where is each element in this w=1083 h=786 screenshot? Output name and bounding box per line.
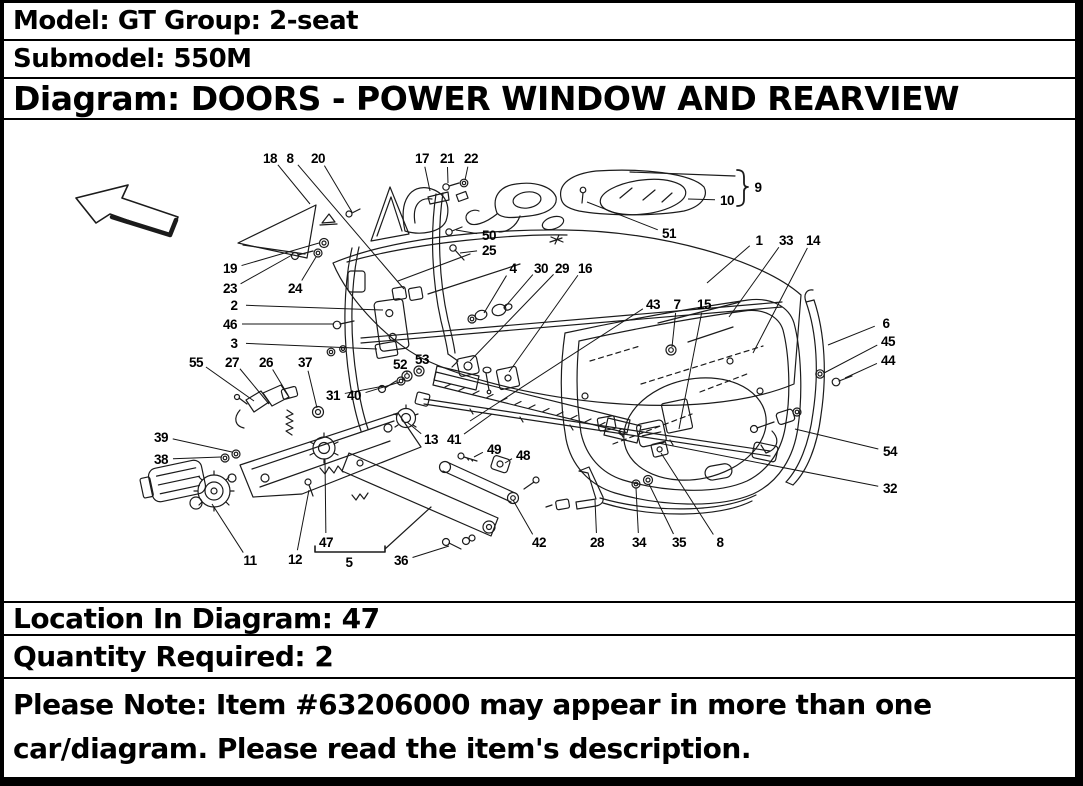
callout-leader-18: [278, 165, 310, 204]
quarter-glass: [238, 205, 316, 258]
rear-trim-rail: [786, 290, 824, 485]
callout-number-15: 15: [696, 297, 712, 312]
callout-number-8: 8: [286, 151, 294, 166]
callout-number-44: 44: [880, 353, 896, 368]
parts-diagram: [4, 120, 1075, 601]
window-guide-channel: [428, 192, 458, 367]
callout-leader-42: [513, 500, 533, 534]
callout-leader-45: [824, 345, 877, 373]
callout-leader-24: [302, 257, 316, 281]
callout-leader-23: [241, 255, 292, 284]
callout-number-18: 18: [262, 151, 278, 166]
callout-number-42: 42: [531, 535, 547, 550]
callout-number-9: 9: [754, 180, 762, 195]
callout-leader-25: [460, 251, 477, 253]
callout-leader-6: [828, 326, 875, 345]
callout-number-11: 11: [243, 553, 257, 568]
callout-number-48: 48: [515, 448, 531, 463]
callout-leader-38: [173, 457, 221, 459]
callout-leader-39: [173, 439, 232, 452]
callout-number-17: 17: [414, 151, 430, 166]
callout-number-49: 49: [486, 442, 502, 457]
callout-leader-7: [672, 313, 676, 347]
diagram-title-row: [4, 79, 1075, 120]
callout-leader-27: [240, 369, 269, 404]
callout-leader-21: [447, 167, 448, 183]
callout-number-16: 16: [577, 261, 593, 276]
model-row: [4, 3, 1075, 41]
mirror-sail: [320, 187, 448, 241]
callout-number-23: 23: [222, 281, 238, 296]
callout-leader-55: [206, 367, 254, 401]
callout-leader-10: [688, 199, 715, 200]
callout-leader-29: [470, 274, 554, 361]
callout-number-8: 8: [716, 535, 724, 550]
callout-leader-51: [587, 202, 658, 230]
callout-number-27: 27: [224, 355, 240, 370]
callout-leader-2: [246, 305, 383, 310]
callout-leader-3: [246, 343, 377, 349]
callout-number-3: 3: [230, 336, 238, 351]
direction-arrow-icon: [76, 185, 178, 236]
submodel-row: [4, 41, 1075, 79]
callout-number-43: 43: [645, 297, 661, 312]
callout-leader-26: [273, 369, 288, 395]
note-line-2: car/diagram. Please read the item's description.: [13, 732, 751, 765]
callout-number-14: 14: [805, 233, 821, 248]
callout-number-24: 24: [287, 281, 303, 296]
callout-number-4: 4: [509, 261, 517, 276]
callout-number-33: 33: [778, 233, 794, 248]
diagram-title-text: Diagram: DOORS - POWER WINDOW AND REARVIEW: [13, 79, 959, 118]
callout-number-7: 7: [673, 297, 681, 312]
callout-leader-1: [707, 246, 750, 283]
callout-number-50: 50: [481, 228, 497, 243]
callout-number-52: 52: [392, 357, 408, 372]
callout-number-32: 32: [882, 481, 898, 496]
callout-leader-12: [297, 490, 309, 550]
callout-number-34: 34: [631, 535, 647, 550]
callout-number-55: 55: [188, 355, 204, 370]
quantity-text: Quantity Required: 2: [13, 640, 334, 673]
quantity-row: [4, 636, 1075, 679]
callout-number-25: 25: [481, 243, 497, 258]
hidden-edge-lines: [590, 346, 763, 444]
submodel-text: Submodel: 550M: [13, 44, 252, 74]
door-front-pillar: [345, 247, 368, 431]
callout-number-36: 36: [393, 553, 409, 568]
note-row: [4, 679, 1075, 777]
callout-number-46: 46: [222, 317, 238, 332]
callout-leader-41: [464, 414, 492, 434]
callout-number-10: 10: [719, 193, 735, 208]
callout-leader-49: [474, 452, 483, 457]
callout-leader-37: [308, 371, 317, 408]
callout-number-35: 35: [671, 535, 687, 550]
callout-leader-30: [504, 275, 533, 308]
location-text: Location In Diagram: 47: [13, 603, 380, 635]
linkage-cluster: [235, 385, 324, 435]
callout-number-2: 2: [230, 298, 238, 313]
callout-number-12: 12: [287, 552, 303, 567]
callout-leader-8: [298, 165, 404, 289]
callout-number-53: 53: [414, 352, 430, 367]
callout-number-47: 47: [318, 535, 334, 550]
window-motor: [138, 459, 236, 511]
door-panel: [561, 299, 800, 514]
callout-leader-44: [845, 363, 877, 378]
callout-leader-20: [324, 166, 352, 212]
callout-number-38: 38: [153, 452, 169, 467]
callout-leader-28: [595, 500, 596, 533]
latch-cluster: [636, 408, 801, 457]
diagram-area: [4, 120, 1075, 603]
callout-leader-8: [661, 453, 713, 534]
door-sill: [361, 302, 782, 343]
location-row: [4, 603, 1075, 636]
callout-leader-4: [484, 276, 506, 313]
mirror-glass: [561, 170, 706, 219]
callout-number-54: 54: [882, 444, 898, 459]
callout-leader-14: [753, 248, 807, 353]
callout-number-30: 30: [533, 261, 549, 276]
callout-number-45: 45: [880, 334, 896, 349]
callout-number-51: 51: [661, 226, 677, 241]
callout-number-13: 13: [423, 432, 439, 447]
callout-number-29: 29: [554, 261, 570, 276]
callout-number-40: 40: [346, 388, 362, 403]
callout-number-6: 6: [882, 316, 890, 331]
callout-leader-47: [325, 459, 326, 533]
callout-number-26: 26: [258, 355, 274, 370]
model-text: Model: GT Group: 2-seat: [13, 6, 359, 36]
callout-number-21: 21: [439, 151, 455, 166]
callout-leader-11: [212, 504, 243, 553]
callout-number-37: 37: [297, 355, 313, 370]
callout-leader-15: [679, 313, 702, 429]
callout-leader-50: [456, 230, 477, 234]
callout-number-31: 31: [325, 388, 341, 403]
callout-number-19: 19: [222, 261, 238, 276]
callout-number-22: 22: [463, 151, 479, 166]
callout-number-1: 1: [755, 233, 763, 248]
callout-leader-22: [465, 167, 468, 180]
callout-number-39: 39: [153, 430, 169, 445]
callout-leader-40: [366, 382, 400, 393]
note-line-1: Please Note: Item #63206000 may appear in more than one: [13, 688, 932, 721]
callout-number-20: 20: [310, 151, 326, 166]
lifter-arm-assembly: [240, 405, 539, 536]
callout-layer: [154, 151, 898, 570]
callout-number-5: 5: [345, 555, 353, 570]
callout-number-41: 41: [446, 432, 462, 447]
callout-leader-36: [413, 546, 449, 557]
callout-number-28: 28: [589, 535, 605, 550]
